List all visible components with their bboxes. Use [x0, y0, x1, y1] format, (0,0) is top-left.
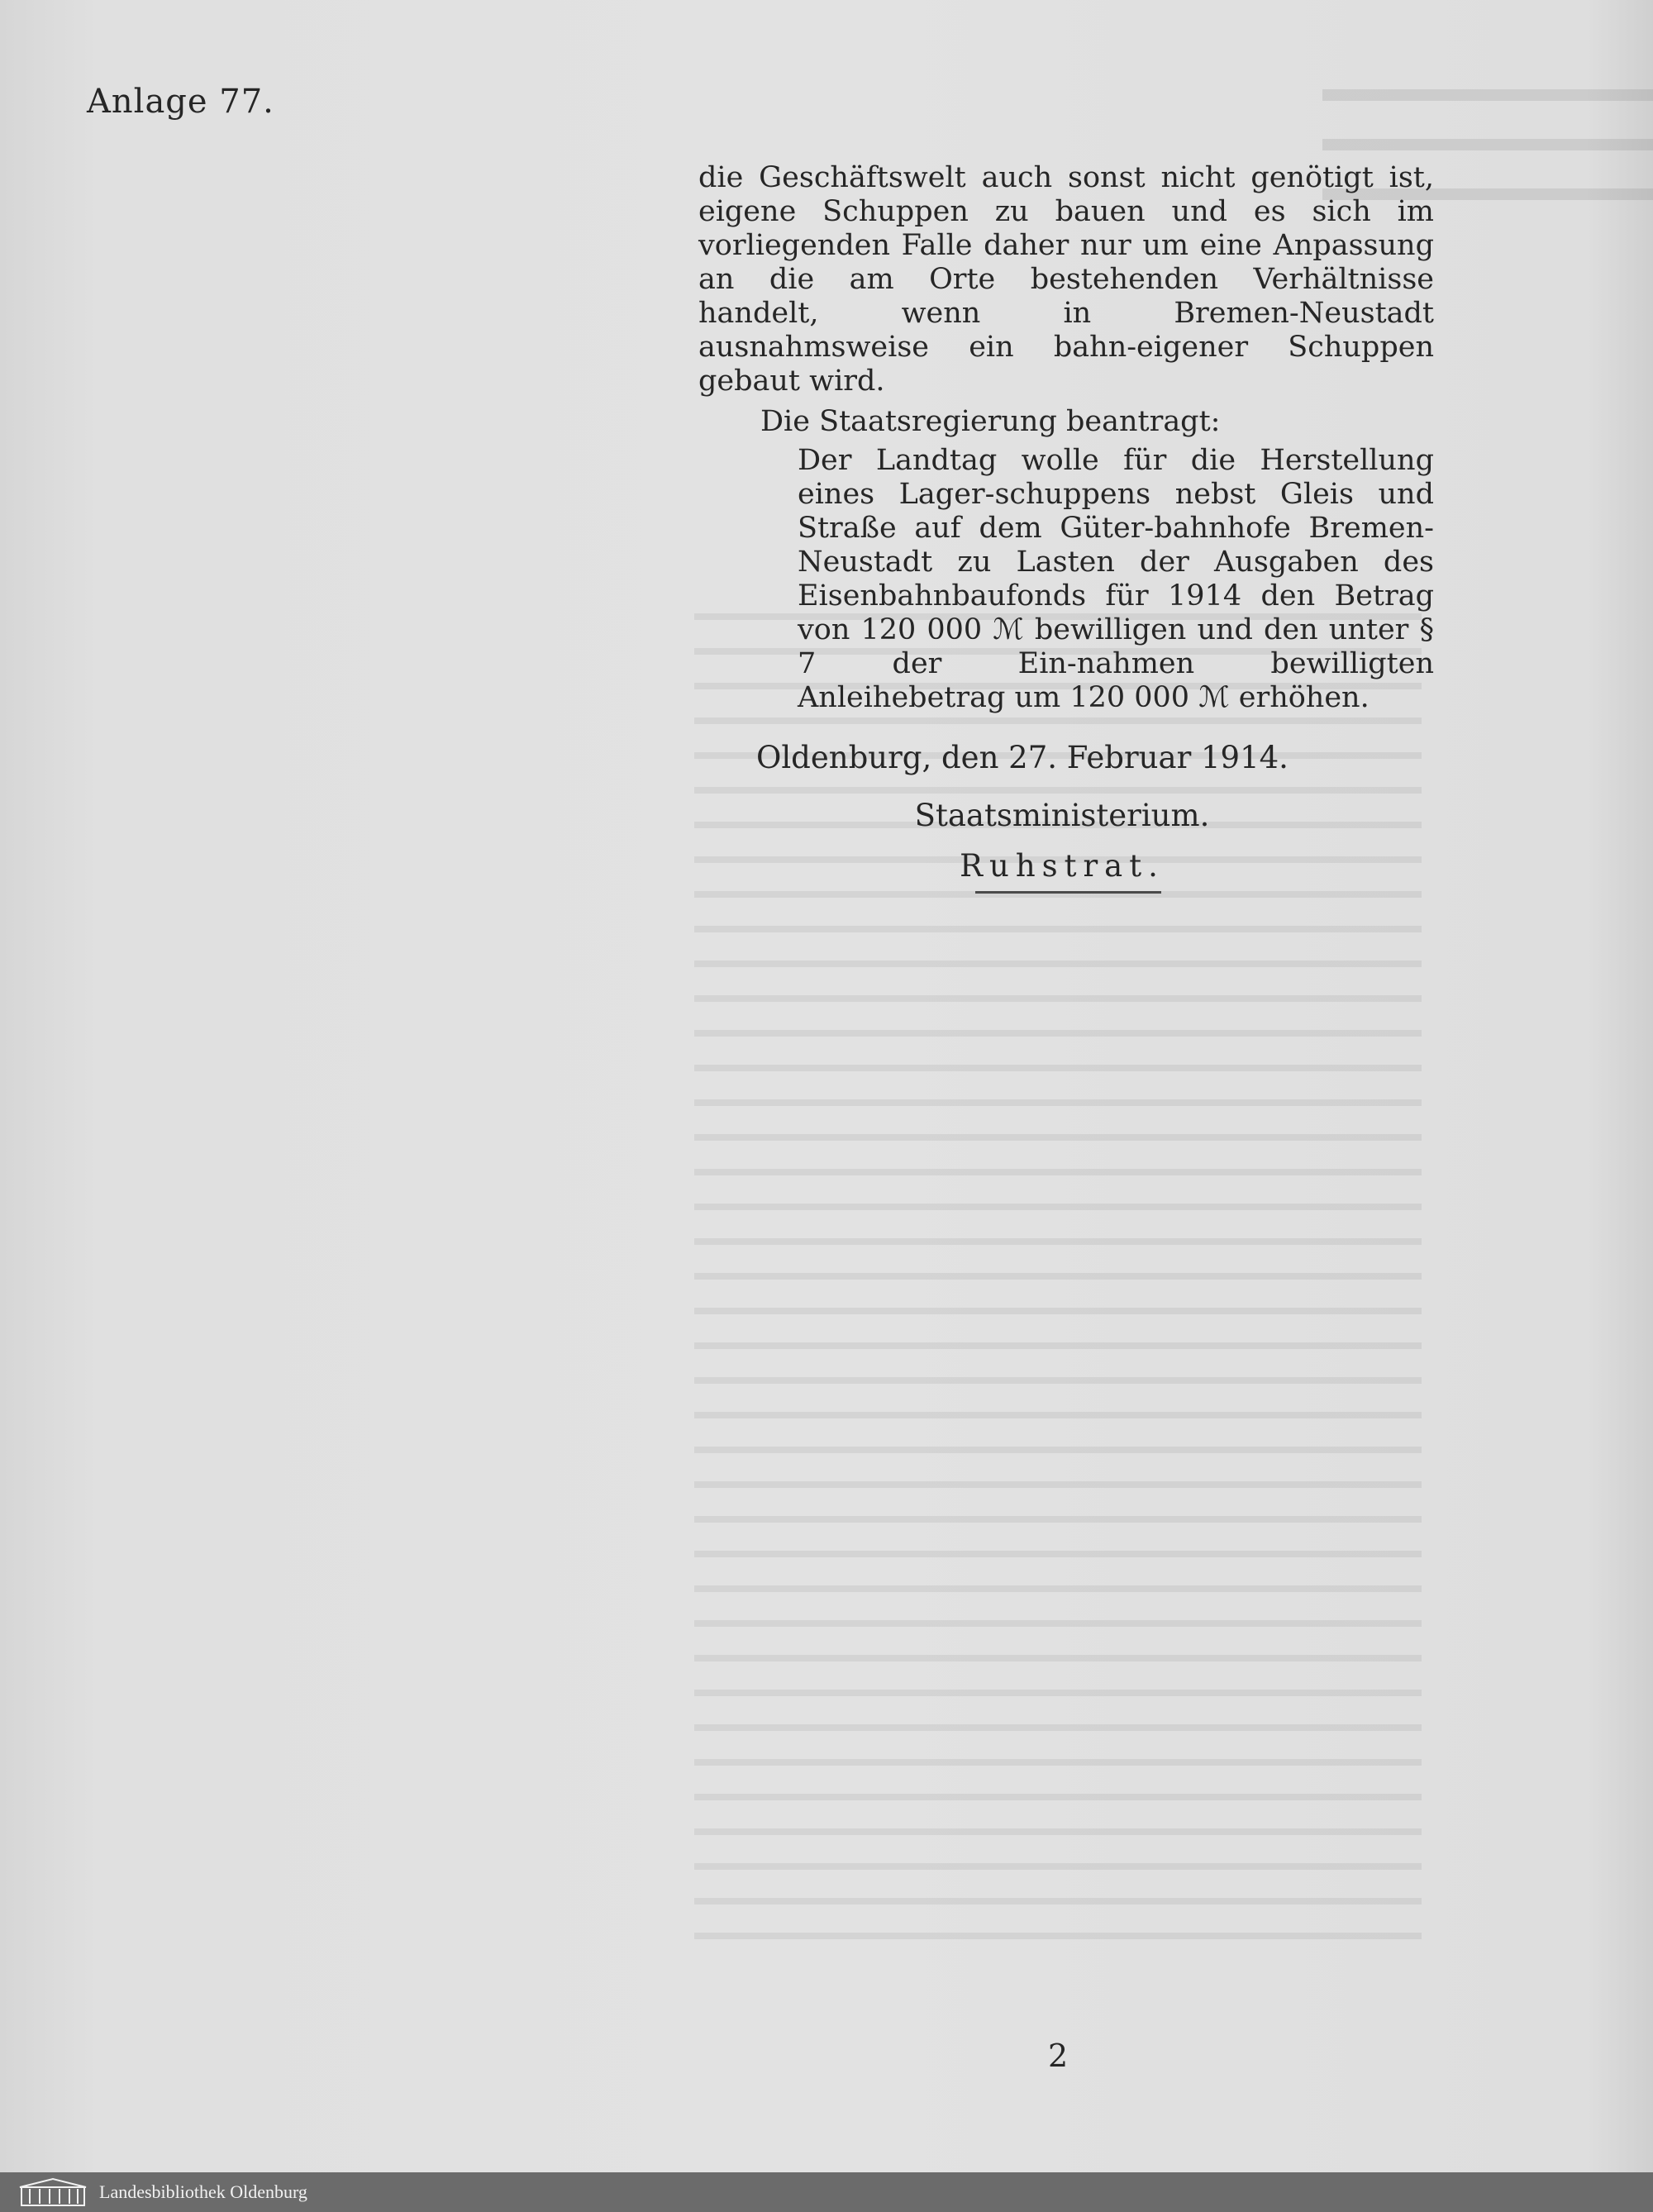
- document-body: [698, 161, 1434, 884]
- body-paragraph: die Geschäftswelt auch sonst nicht genötigt ist, eigene Schuppen zu bauen und es sich im vorliegenden Falle daher nur um eine Anpassung an die am Orte bestehenden Verhältnisse handelt, wenn in Bremen-Neustadt ausnahmsweise ein bahn-eigener Schuppen gebaut wird.: [698, 161, 1434, 398]
- library-building-icon: [17, 2176, 89, 2209]
- footer-bar: [0, 2172, 1653, 2212]
- ministry-name: Staatsministerium.: [914, 798, 1210, 833]
- annex-label: Anlage 77.: [87, 83, 274, 121]
- motion-intro: Die Staatsregierung beantragt:: [760, 405, 1221, 438]
- date-line: Oldenburg, den 27. Februar 1914.: [756, 740, 1289, 775]
- footer-library-name[interactable]: Landesbibliothek Oldenburg: [99, 2181, 307, 2202]
- signature: Ruhstrat.: [960, 848, 1165, 884]
- horizontal-rule: [975, 891, 1161, 894]
- motion-text: Der Landtag wolle für die Herstellung eines Lager-schuppens nebst Gleis und Straße auf dem Güter-bahnhofe Bremen-Neustadt zu Lasten der Ausgaben des Eisenbahnbaufonds für 1914 den Betrag von 120 000 ℳ bewilligen und den unter § 7 der Ein-nahmen bewilligten Anleihebetrag um 120 000 ℳ erhöhen.: [798, 444, 1434, 714]
- page-number: 2: [1048, 2038, 1069, 2074]
